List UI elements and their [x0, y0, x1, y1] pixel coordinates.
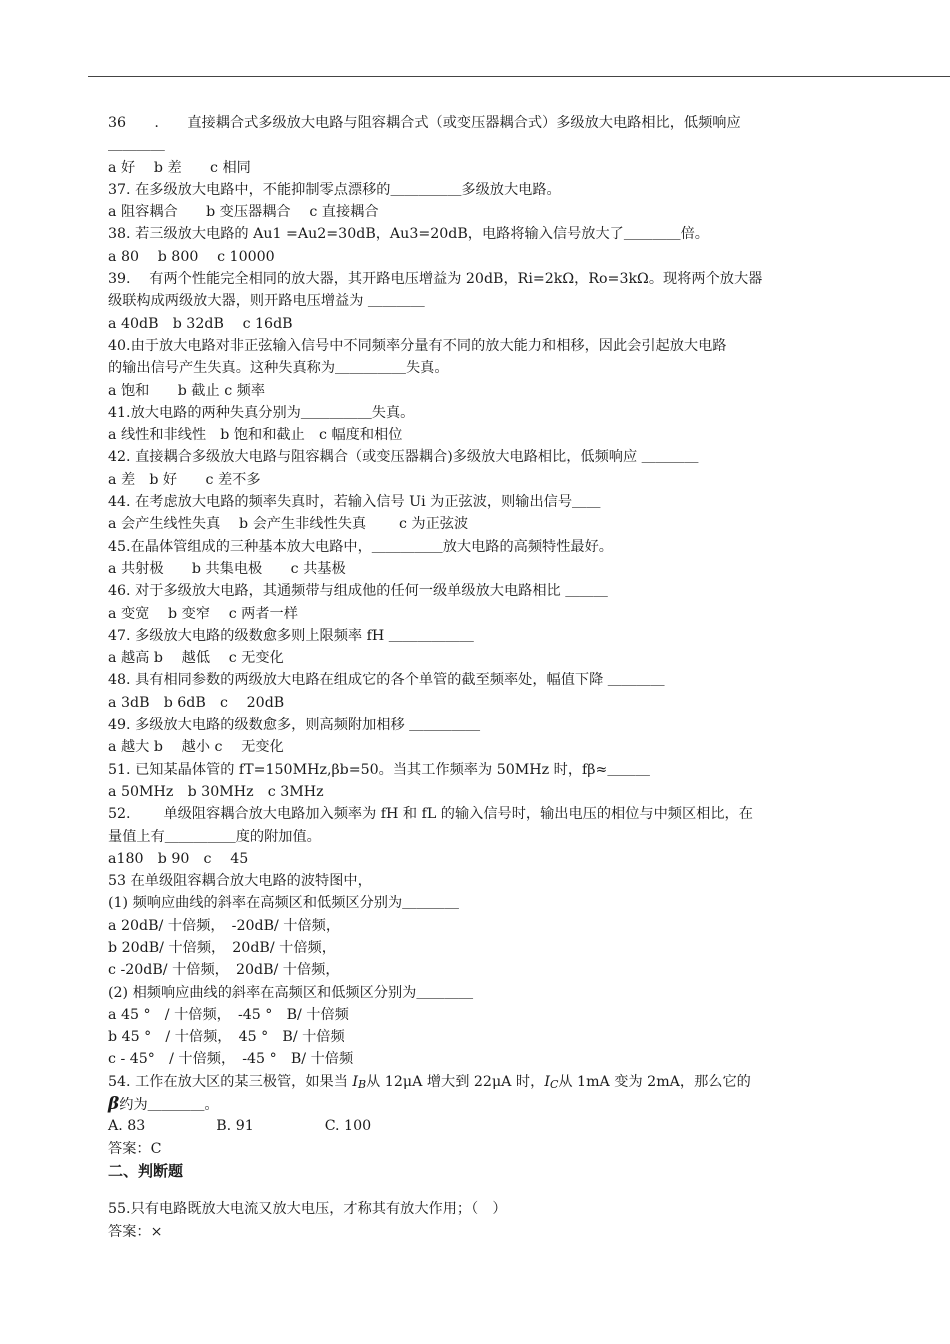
question-line: 41.放大电路的两种失真分别为＿＿＿＿＿失真。 — [108, 404, 415, 421]
question-line: c -20dB/ 十倍频， 20dB/ 十倍频， — [108, 962, 340, 979]
spacer — [108, 1182, 848, 1198]
q54-line-1: 54. 工作在放大区的某三极管，如果当 IB从 12μA 增大到 22μA 时，IC从 1mA 变为 2mA，那么它的 — [108, 1073, 751, 1091]
question-line: 37. 在多级放大电路中，不能抑制零点漂移的＿＿＿＿＿多级放大电路。 — [108, 181, 561, 198]
question-line: a 3dB b 6dB c 20dB — [108, 694, 285, 711]
question-line: a180 b 90 c 45 — [108, 850, 249, 867]
question-line: (1) 频响应曲线的斜率在高频区和低频区分别为＿＿＿＿ — [108, 895, 459, 912]
question-line: 51. 已知某晶体管的 fT=150MHz,βb=50。当其工作频率为 50MHz 时，fβ≈＿＿＿ — [108, 761, 650, 778]
question-line: 46. 对于多级放大电路，其通频带与组成他的任何一级单级放大电路相比 ＿＿＿ — [108, 583, 608, 600]
question-line: a 会产生线性失真 b 会产生非线性失真 c 为正弦波 — [108, 516, 469, 533]
q54-answer: 答案：C — [108, 1140, 162, 1157]
q54-options: A. 83 B. 91 C. 100 — [108, 1118, 372, 1135]
section-title: 二、判断题 — [108, 1161, 184, 1180]
question-line: 48. 具有相同参数的两级放大电路在组成它的各个单管的截至频率处，幅值下降 ＿＿＿＿ — [108, 672, 665, 689]
q54-line-2: β约为＿＿＿＿。 — [108, 1094, 219, 1115]
question-line: 53 在单级阻容耦合放大电路的波特图中， — [108, 873, 372, 890]
question-line: a 50MHz b 30MHz c 3MHz — [108, 783, 324, 800]
question-line: 级联构成两级放大器，则开路电压增益为 ＿＿＿＿ — [108, 293, 425, 310]
question-line: 量值上有＿＿＿＿＿度的附加值。 — [108, 828, 321, 845]
question-line: 40.由于放大电路对非正弦输入信号中不同频率分量有不同的放大能力和相移，因此会引起放大电路 — [108, 337, 727, 354]
question-line: a 20dB/ 十倍频， -20dB/ 十倍频， — [108, 917, 341, 934]
question-line: a 阻容耦合 b 变压器耦合 c 直接耦合 — [108, 204, 379, 221]
question-line: 49. 多级放大电路的级数愈多，则高频附加相移 ＿＿＿＿＿ — [108, 717, 481, 734]
question-line: 44. 在考虑放大电路的频率失真时，若输入信号 Ui 为正弦波，则输出信号＿＿ — [108, 494, 601, 511]
question-line: a 越大 b 越小 c 无变化 — [108, 739, 284, 756]
question-line: 42. 直接耦合多级放大电路与阻容耦合（或变压器耦合)多级放大电路相比，低频响应 ＿＿＿＿ — [108, 449, 699, 466]
question-line: ＿＿＿＿ — [108, 137, 165, 154]
question-line: 45.在晶体管组成的三种基本放大电路中，＿＿＿＿＿放大电路的高频特性最好。 — [108, 538, 613, 555]
question-line: b 20dB/ 十倍频， 20dB/ 十倍频， — [108, 939, 336, 956]
question-line: a 共射极 b 共集电极 c 共基极 — [108, 560, 346, 577]
question-line: 的输出信号产生失真。这种失真称为＿＿＿＿＿失真。 — [108, 360, 449, 377]
question-line: a 越高 b 越低 c 无变化 — [108, 650, 284, 667]
question-line: 38. 若三级放大电路的 Au1 =Au2=30dB，Au3=20dB，电路将输入信号放大了＿＿＿＿倍。 — [108, 226, 709, 243]
header-rule — [88, 76, 950, 77]
document-body — [108, 112, 848, 1243]
question-lines — [108, 112, 848, 1071]
question-line: 36 . 直接耦合式多级放大电路与阻容耦合式（或变压器耦合式）多级放大电路相比，低频响应 — [108, 115, 741, 131]
question-line: a 饱和 b 截止 c 频率 — [108, 382, 266, 399]
question-line: a 45 ° / 十倍频， -45 ° B/ 十倍频 — [108, 1006, 349, 1023]
q55-text: 55.只有电路既放大电流又放大电压，才称其有放大作用；（ ） — [108, 1201, 507, 1218]
question-line: c - 45° / 十倍频， -45 ° B/ 十倍频 — [108, 1051, 354, 1068]
question-line: a 线性和非线性 b 饱和和截止 c 幅度和相位 — [108, 427, 403, 444]
question-line: a 80 b 800 c 10000 — [108, 248, 275, 265]
question-line: a 好 b 差 c 相同 — [108, 159, 251, 176]
question-line: 52. 单级阻容耦合放大电路加入频率为 fH 和 fL 的输入信号时，输出电压的相位与中频区相比，在 — [108, 806, 753, 823]
question-line: 47. 多级放大电路的级数愈多则上限频率 fH ＿＿＿＿＿＿ — [108, 627, 474, 644]
question-line: (2) 相频响应曲线的斜率在高频区和低频区分别为＿＿＿＿ — [108, 984, 474, 1001]
question-line: a 差 b 好 c 差不多 — [108, 471, 261, 488]
question-line: a 变宽 b 变窄 c 两者一样 — [108, 605, 298, 622]
question-line: 39. 有两个性能完全相同的放大器，其开路电压增益为 20dB，Ri=2kΩ，Ro=3kΩ。现将两个放大器 — [108, 271, 763, 288]
question-line: b 45 ° / 十倍频， 45 ° B/ 十倍频 — [108, 1029, 345, 1046]
question-line: a 40dB b 32dB c 16dB — [108, 315, 293, 332]
q55-answer: 答案：× — [108, 1223, 163, 1240]
